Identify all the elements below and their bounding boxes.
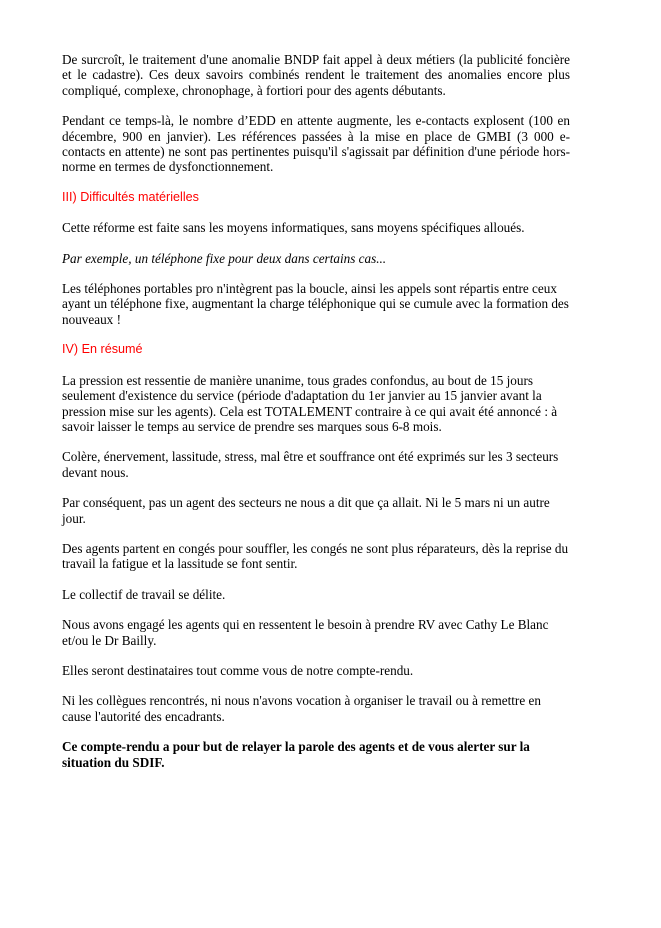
paragraph-par-consequent: Par conséquent, pas un agent des secteurs ne nous a dit que ça allait. Ni le 5 mars ni un autre jour.	[62, 495, 550, 526]
heading-section-iii: III) Difficultés matérielles	[62, 189, 199, 204]
paragraph-collectif: Le collectif de travail se délite.	[62, 586, 226, 602]
paragraph-conclusion: Ce compte-rendu a pour but de relayer la parole des agents et de vous alerter sur la situation du SDIF.	[62, 739, 530, 770]
paragraph-rendez-vous: Nous avons engagé les agents qui en ressentent le besoin à prendre RV avec Cathy Le Blanc et/ou le Dr Bailly.	[62, 617, 549, 648]
paragraph-pendant-ce-temps: Pendant ce temps-là, le nombre d’EDD en attente augmente, les e-contacts explosent (100 en décembre, 900 en janvier). Les références passées à la mise en place de GMBI (3 000 e-contacts en attente) ne sont pas pertinentes puisqu'il s'agissait par définition d'une période hors-norme en termes de dysfonctionnement.	[62, 113, 570, 175]
paragraph-conges: Des agents partent en congés pour souffler, les congés ne sont plus réparateurs, dès la reprise du travail la fatigue et la lassitude se font sentir.	[62, 540, 569, 572]
document-body	[62, 52, 570, 785]
paragraph-surcroit: De surcroît, le traitement d'une anomalie BNDP fait appel à deux métiers (la publicité foncière et le cadastre). Ces deux savoirs combinés rendent le traitement des anomalies encore plus compliqué, complexe, chronophage, à fortiori pour des agents débutants.	[62, 52, 570, 98]
paragraph-colere: Colère, énervement, lassitude, stress, mal être et souffrance ont été exprimés sur les 3 secteurs devant nous.	[62, 449, 559, 480]
paragraph-telephones-portables: Les téléphones portables pro n'intègrent pas la boucle, ainsi les appels sont répartis entre ceux ayant un téléphone fixe, augmentant la charge téléphonique qui se cumule avec la formation des nouveaux !	[62, 281, 569, 327]
paragraph-reforme-moyens: Cette réforme est faite sans les moyens informatiques, sans moyens spécifiques alloués.	[62, 220, 525, 236]
paragraph-collegues: Ni les collègues rencontrés, ni nous n'avons vocation à organiser le travail ou à remettre en cause l'autorité des encadrants.	[62, 693, 541, 724]
paragraph-exemple-telephone: Par exemple, un téléphone fixe pour deux dans certains cas...	[62, 250, 387, 266]
paragraph-destinataires: Elles seront destinataires tout comme vous de notre compte-rendu.	[62, 662, 414, 678]
heading-section-iv: IV) En résumé	[62, 342, 143, 357]
paragraph-pression: La pression est ressentie de manière unanime, tous grades confondus, au bout de 15 jours seulement d'existence du service (période d'adaptation du 1er janvier au 15 janvier avant la pression mise sur les agents). Cela est TOTALEMENT contraire à ce qui avait été annoncé : à savoir laisser le temps au service de prendre ses marques sous 6-8 mois.	[62, 372, 558, 434]
